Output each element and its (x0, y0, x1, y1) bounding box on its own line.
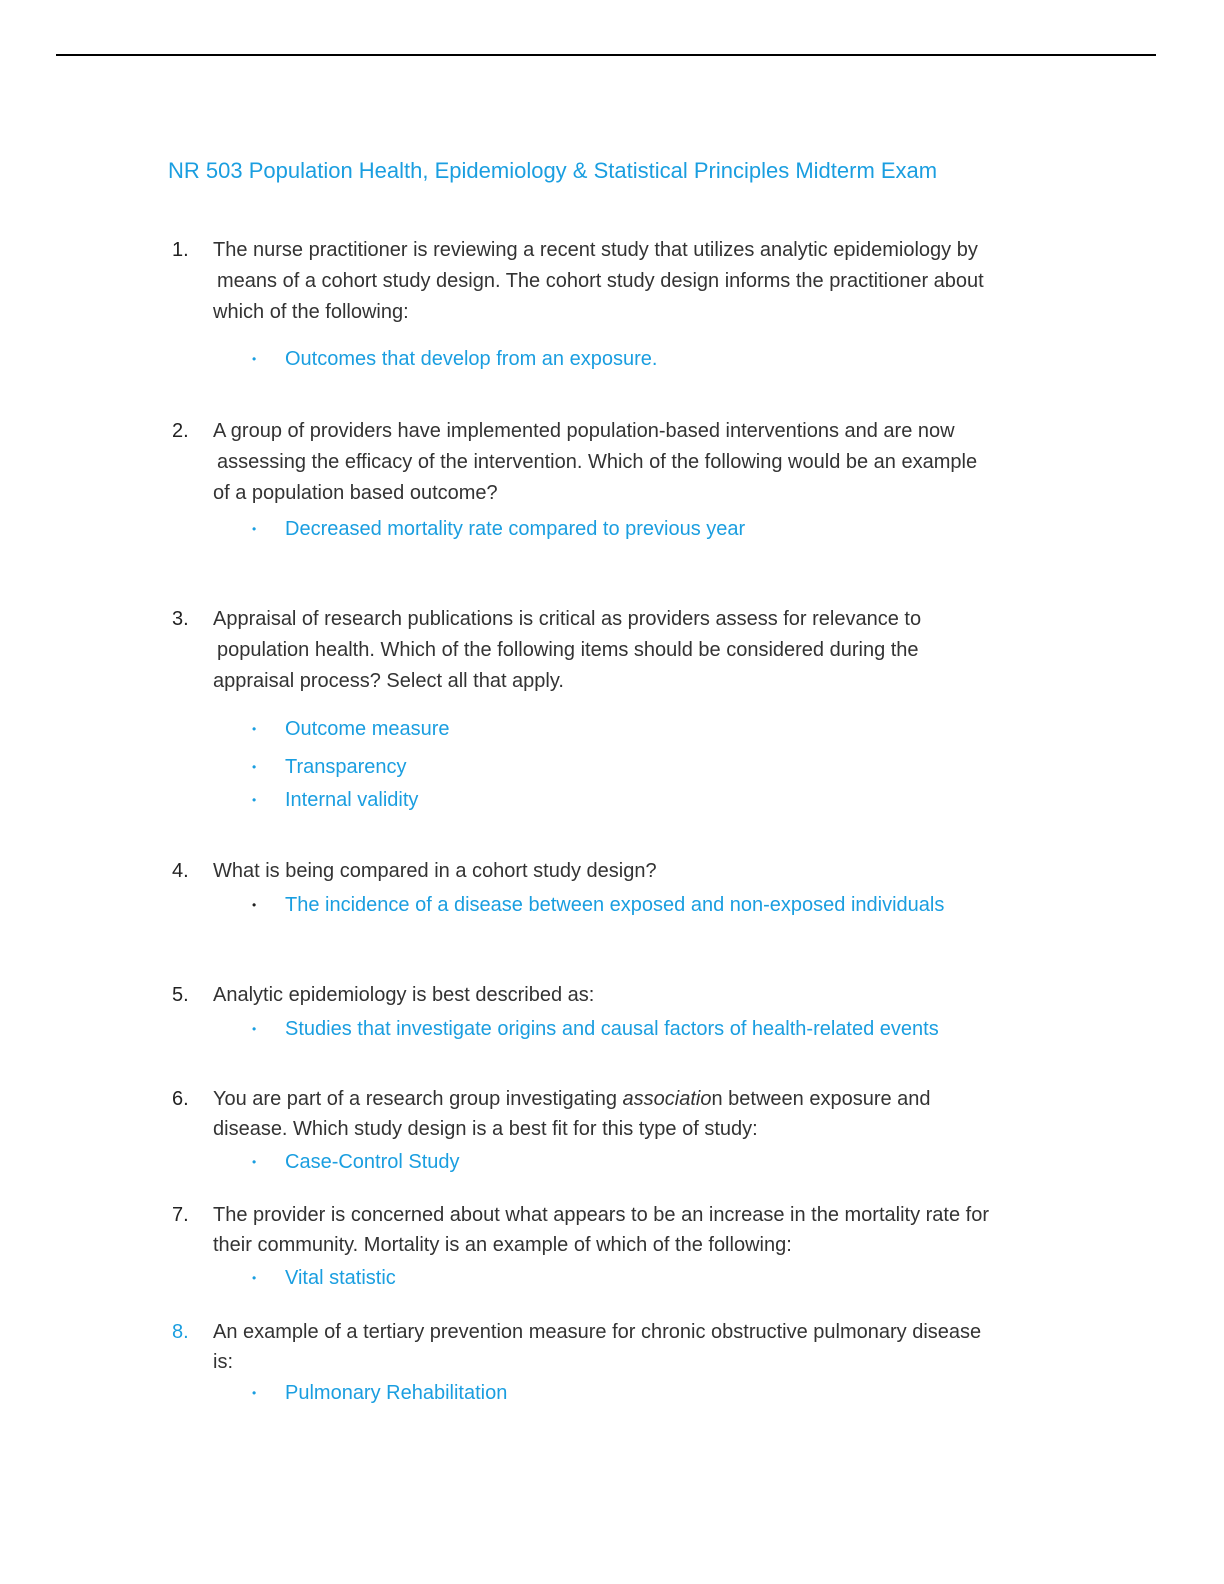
question-line-end: n between exposure and (711, 1088, 931, 1110)
question-line: appraisal process? Select all that apply. (213, 670, 564, 692)
answer-text: Outcomes that develop from an exposure. (285, 348, 658, 370)
question-text (213, 1200, 1063, 1260)
question-text (213, 416, 1063, 509)
question-line: means of a cohort study design. The cohort study design informs the practitioner about (217, 270, 984, 292)
answer-text: Internal validity (285, 789, 419, 811)
question-number: 6. (172, 1088, 189, 1110)
bullet-icon: • (252, 1155, 257, 1169)
question-line: which of the following: (213, 301, 409, 323)
question-line: The nurse practitioner is reviewing a recent study that utilizes analytic epidemiology by (213, 239, 978, 261)
question-line: disease. Which study design is a best fit for this type of study: (213, 1118, 758, 1140)
answer-text: Pulmonary Rehabilitation (285, 1382, 508, 1404)
bullet-icon: • (252, 760, 257, 774)
bullet-icon: • (252, 1386, 257, 1400)
question-number: 5. (172, 984, 189, 1006)
question-line: is: (213, 1351, 233, 1373)
question-number: 1. (172, 239, 189, 261)
document-title: NR 503 Population Health, Epidemiology & Statistical Principles Midterm Exam (168, 158, 938, 183)
question-text (213, 980, 1063, 1011)
bullet-icon: • (252, 522, 257, 536)
question-line: of a population based outcome? (213, 482, 498, 504)
question-line: assessing the efficacy of the intervention. Which of the following would be an example (217, 451, 978, 473)
question-text (213, 235, 1063, 328)
question-line: their community. Mortality is an example of which of the following: (213, 1234, 792, 1256)
question-text (213, 1317, 1063, 1377)
bullet-icon: • (252, 352, 257, 366)
answer-text: Decreased mortality rate compared to previous year (285, 518, 746, 540)
question-text (213, 856, 1063, 887)
question-number: 3. (172, 608, 189, 630)
bullet-icon: • (252, 898, 257, 912)
question-line: An example of a tertiary prevention measure for chronic obstructive pulmonary disease (213, 1321, 982, 1343)
question-number: 2. (172, 420, 189, 442)
answer-text: Outcome measure (285, 718, 450, 740)
answer-text: Studies that investigate origins and causal factors of health-related events (285, 1018, 939, 1040)
bullet-icon: • (252, 793, 257, 807)
question-line: Appraisal of research publications is critical as providers assess for relevance to (213, 608, 922, 630)
answer-text: Vital statistic (285, 1267, 396, 1289)
question-line: population health. Which of the following items should be considered during the (217, 639, 919, 661)
emphasis-text: associatio (622, 1088, 712, 1110)
answer-text: The incidence of a disease between exposed and non-exposed individuals (285, 894, 945, 916)
question-text (213, 1084, 1063, 1144)
question-line: Analytic epidemiology is best described as: (213, 984, 595, 1006)
question-number: 4. (172, 860, 189, 882)
bullet-icon: • (252, 1022, 257, 1036)
answer-text: Transparency (285, 756, 407, 778)
bullet-icon: • (252, 1271, 257, 1285)
bullet-icon: • (252, 722, 257, 736)
question-number: 7. (172, 1204, 189, 1226)
question-number: 8. (172, 1321, 189, 1343)
answer-text: Case-Control Study (285, 1151, 460, 1173)
question-line: The provider is concerned about what appears to be an increase in the mortality rate for (213, 1204, 989, 1226)
question-line: A group of providers have implemented population-based interventions and are now (213, 420, 955, 442)
question-line-start: You are part of a research group investigating (213, 1088, 623, 1110)
question-text (213, 604, 1063, 697)
question-line: What is being compared in a cohort study design? (213, 860, 657, 882)
